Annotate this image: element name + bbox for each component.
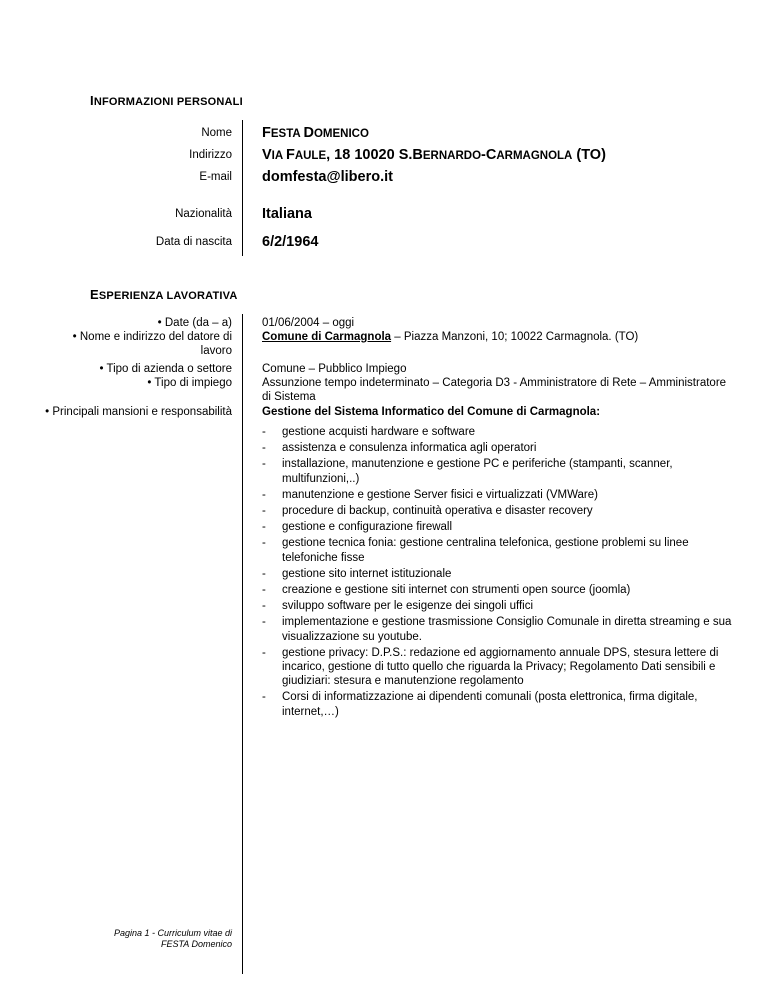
label-tipo-azienda: • Tipo di azienda o settore [99, 363, 232, 375]
employer-name: Comune di Carmagnola [262, 331, 392, 343]
label-data-nascita: Data di nascita [155, 236, 232, 248]
list-item: - gestione sito internet istituzionale [262, 567, 452, 580]
label-tipo-impiego: • Tipo di impiego [147, 377, 232, 389]
list-item: - gestione privacy: D.P.S.: redazione ed aggiornamento annuale DPS, stesura lettere di incarico, gestione di tutto quello che riguarda la Privacy; Regolamento Dati sensibili e giudiziari: stesura e manutenzione regolamento [262, 646, 719, 688]
list-item: - assistenza e consulenza informatica agli operatori [262, 442, 537, 455]
list-item: - procedure di backup, continuità operativa e disaster recovery [262, 505, 593, 518]
work-employment: Assunzione tempo indeterminato – Categoria D3 - Amministratore di Rete – Amministratore di Sistema [262, 377, 727, 403]
section-title-personal: INFORMAZIONI PERSONALI [90, 93, 243, 108]
value-nazionalita: Italiana [262, 206, 312, 222]
list-item: - gestione tecnica fonia: gestione centralina telefonica, gestione problemi su linee telefoniche fisse [262, 537, 689, 564]
list-item: - manutenzione e gestione Server fisici e virtualizzati (VMWare) [262, 488, 598, 501]
value-indirizzo: VIA FAULE, 18 10020 S.BERNARDO-CARMAGNOLA (TO) [262, 147, 606, 163]
value-email: domfesta@libero.it [262, 169, 393, 185]
label-indirizzo: Indirizzo [189, 149, 232, 161]
column-divider [242, 120, 243, 256]
list-item: - gestione acquisti hardware e software [262, 426, 476, 438]
list-item: - creazione e gestione siti internet con strumenti open source (joomla) [262, 584, 631, 597]
duties-list [262, 425, 732, 721]
value-nome: FESTA DOMENICO [262, 125, 369, 141]
list-item: - sviluppo software per le esigenze dei singoli uffici [262, 600, 534, 613]
label-email: E-mail [199, 171, 232, 183]
label-nome: Nome [201, 127, 232, 139]
work-sector: Comune – Pubblico Impiego [262, 363, 407, 375]
list-item: - installazione, manutenzione e gestione PC e periferiche (stampanti, scanner, multifunzioni,..) [262, 458, 673, 485]
label-mansioni: • Principali mansioni e responsabilità [45, 406, 232, 418]
work-date: 01/06/2004 – oggi [262, 317, 355, 329]
page-footer [72, 928, 232, 950]
footer-line-1: Pagina 1 - Curriculum vitae di [113, 928, 232, 938]
column-divider [242, 314, 243, 974]
list-item: - implementazione e gestione trasmissione Consiglio Comunale in diretta streaming e sua visualizzazione su youtube. [262, 616, 732, 643]
list-item: - gestione e configurazione firewall [262, 521, 453, 534]
value-data-nascita: 6/2/1964 [262, 234, 319, 250]
label-date: • Date (da – a) [157, 317, 232, 329]
work-duties-title: Gestione del Sistema Informatico del Comune di Carmagnola: [262, 406, 601, 418]
list-item: - Corsi di informatizzazione ai dipendenti comunali (posta elettronica, firma digitale, internet,…) [262, 691, 698, 718]
footer-line-2: FESTA Domenico [160, 939, 232, 949]
section-title-work: ESPERIENZA LAVORATIVA [90, 287, 238, 302]
label-nazionalita: Nazionalità [175, 208, 232, 220]
label-datore: • Nome e indirizzo del datore di lavoro [72, 331, 232, 357]
work-employer: Comune di Carmagnola – Piazza Manzoni, 10; 10022 Carmagnola. (TO) [262, 331, 639, 343]
